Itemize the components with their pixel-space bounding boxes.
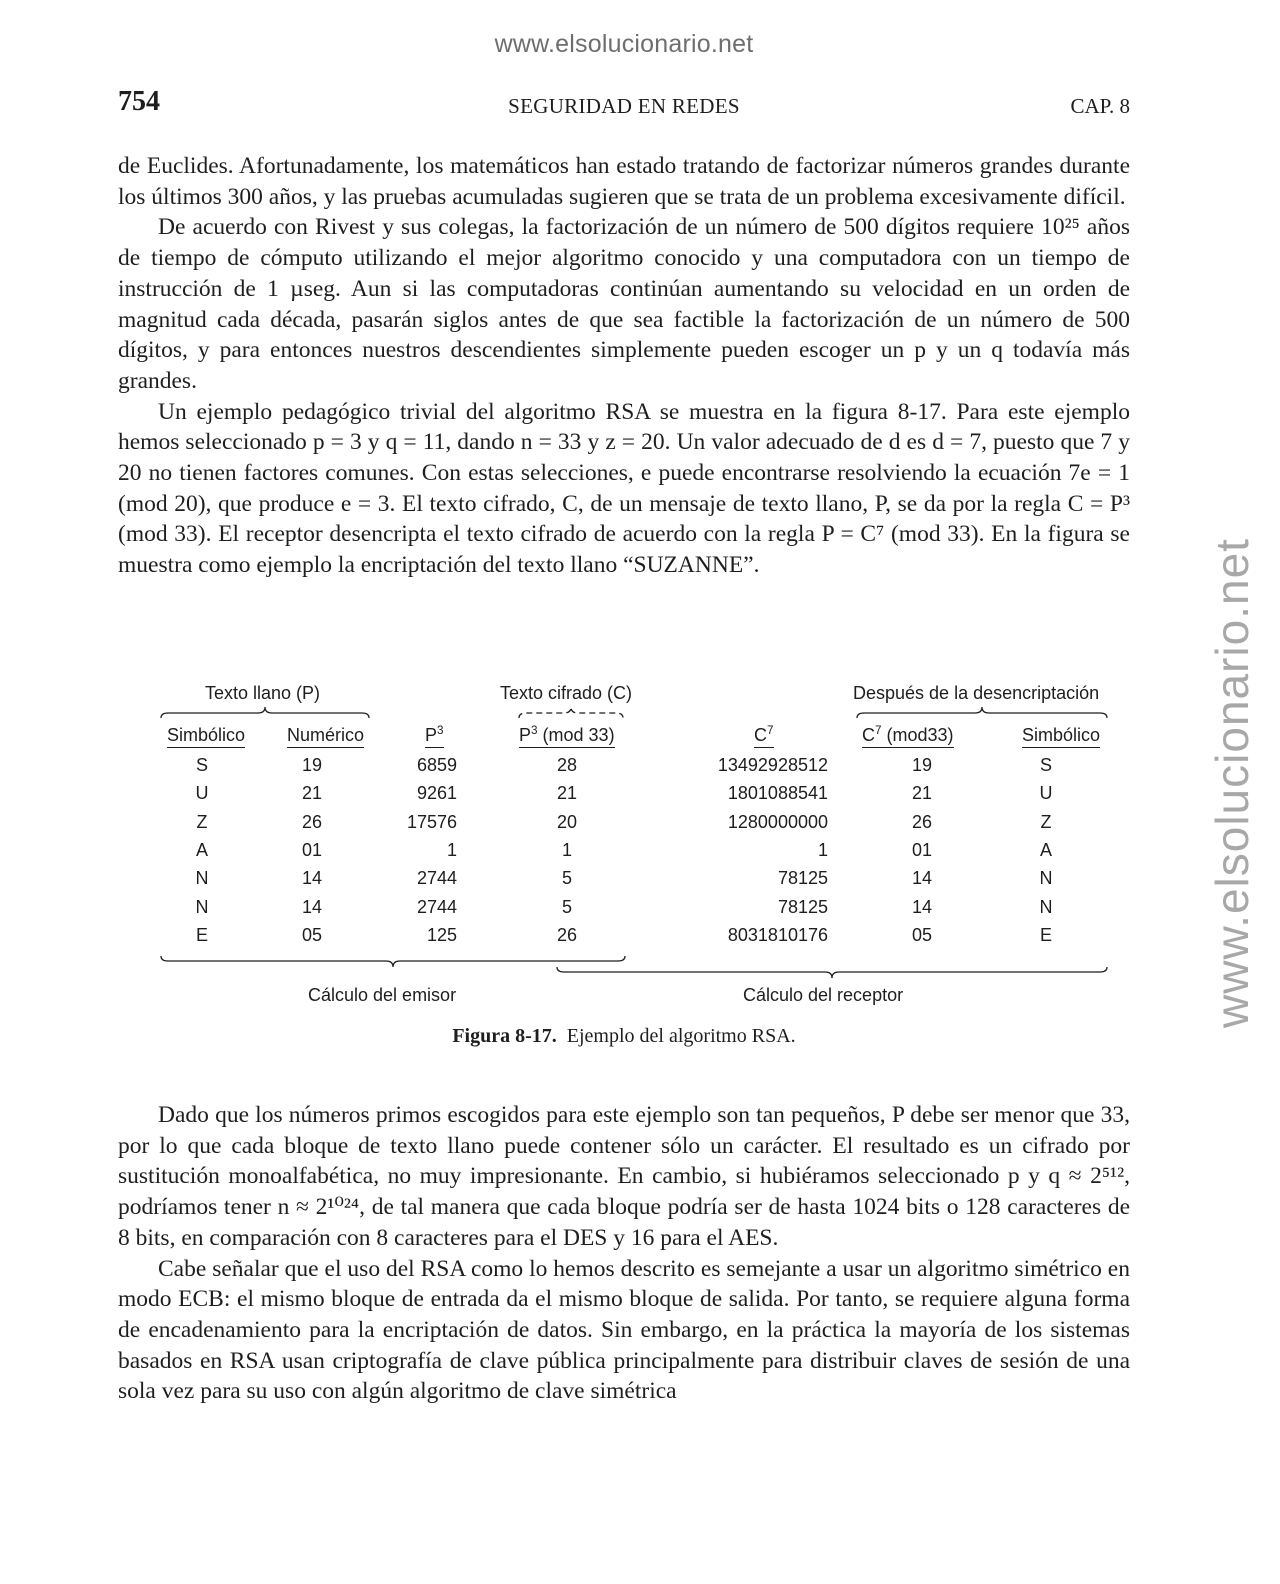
table-cell: 5 <box>561 896 573 917</box>
table-cell: A <box>195 839 209 860</box>
table-cell: 17576 <box>406 811 457 832</box>
table-cell: 01 <box>911 839 933 860</box>
table-cell: 26 <box>911 811 933 832</box>
caption-text: Ejemplo del algoritmo RSA. <box>566 1025 796 1047</box>
table-cell: 26 <box>301 811 323 832</box>
table-cell: 1 <box>446 839 457 860</box>
col-header-numeric: Numérico <box>287 725 364 748</box>
table-cell: 14 <box>301 896 323 917</box>
table-cell: N <box>1039 868 1053 889</box>
table-cell: 14 <box>911 896 933 917</box>
table-cell: 1280000000 <box>727 811 828 832</box>
table-cell: 6859 <box>416 755 457 775</box>
col-header-symbolic-out: Simbólico <box>1022 725 1100 748</box>
table-cell: 05 <box>301 924 323 945</box>
table-cell: 21 <box>911 783 933 804</box>
paragraph: Un ejemplo pedagógico trivial del algoritmo RSA se muestra en la figura 8-17. Para este ejemplo hemos seleccionado p = 3 y q = 11, dando n = 33 y z = 20. Un valor adecuado de d es d = 7, puesto que 7 y 20 no tienen factores comunes. Con estas selecciones, e puede encontrarse resolviendo la ecuación 7e = 1 (mod 20), que produce e = 3. El texto cifrado, C, de un mensaje de texto llano, P, se da por la regla C = P³ (mod 33). El receptor desencripta el texto cifrado de acuerdo con la regla P = C⁷ (mod 33). En la figura se muestra como ejemplo la encriptación del texto llano “SUZANNE”. <box>118 398 1130 579</box>
label-receiver-calculation: Cálculo del receptor <box>743 985 904 1005</box>
table-cell: 13492928512 <box>717 755 828 775</box>
table-cell: Z <box>196 811 208 832</box>
table-cell: E <box>195 924 209 945</box>
col-header-p3-mod33: $P^3$ (mod 33) <box>519 725 615 748</box>
table-cell: N <box>1039 896 1053 917</box>
chapter-reference: CAP. 8 <box>1070 94 1130 118</box>
table-cell: 78125 <box>777 868 828 889</box>
table-cell: 19 <box>301 755 323 775</box>
chapter-title: SEGURIDAD EN REDES <box>508 94 740 118</box>
table-cell: 78125 <box>777 896 828 917</box>
paragraph: De acuerdo con Rivest y sus colegas, la factorización de un número de 500 dígitos requiere 10²⁵ años de tiempo de cómputo utilizando el mejor algoritmo conocido y una computadora con un tiempo de instrucción de 1 µseg. Aun si las computadoras continúan aumentando su velocidad en un orden de magnitud cada década, pasarán siglos antes de que sea factible la factorización de un número de 500 dígitos, y para entonces nuestros descendientes simplemente pueden escoger un p y un q todavía más grandes. <box>118 214 1130 394</box>
col-header-symbolic: Simbólico <box>167 725 245 748</box>
col-header-c7-mod33: $C^7$ (mod33) <box>862 725 954 748</box>
table-cell: Z <box>1040 811 1052 832</box>
table-cell: 28 <box>556 755 578 775</box>
table-cell: 20 <box>556 811 578 832</box>
table-cell: 14 <box>911 868 933 889</box>
table-cell: U <box>1039 783 1053 804</box>
table-cell: 21 <box>556 783 578 804</box>
table-cell: 01 <box>301 839 323 860</box>
figure-caption <box>0 1025 1248 1048</box>
page-number: 754 <box>118 86 160 117</box>
table-cell: 21 <box>301 783 323 804</box>
table-cell: N <box>195 868 209 889</box>
paragraph: Dado que los números primos escogidos para este ejemplo son tan pequeños, P debe ser menor que 33, por lo que cada bloque de texto llano puede contener sólo un carácter. El resultado es un cifrado por sustitución monoalfabética, no muy impresionante. En cambio, si hubiéramos seleccionado p y q ≈ 2⁵¹², podríamos tener n ≈ 2¹⁰²⁴, de tal manera que cada bloque podría ser de hasta 1024 bits o 128 caracteres de 8 bits, en comparación con 8 caracteres para el DES y 16 para el AES. <box>118 1102 1130 1251</box>
table-cell: 1 <box>817 839 828 860</box>
table-cell: U <box>195 783 209 804</box>
table-cell: 19 <box>911 755 933 775</box>
table-cell: 5 <box>561 868 573 889</box>
table-cell: S <box>195 755 209 775</box>
table-cell: E <box>1039 924 1053 945</box>
group-label-decrypted: Después de la desencriptación <box>853 683 1100 703</box>
brace-plaintext <box>160 706 370 720</box>
paragraph: de Euclides. Afortunadamente, los matemáticos han estado tratando de factorizar números grandes durante los últimos 300 años, y las pruebas acumuladas sugieren que se trata de un problema excesivamente difícil. <box>118 153 1130 210</box>
table-cell: 125 <box>426 924 457 945</box>
brace-receiver <box>556 966 1108 980</box>
table-cell: 2744 <box>416 868 457 889</box>
group-label-ciphertext: Texto cifrado (C) <box>500 683 633 703</box>
table-cell: 1801088541 <box>727 783 828 804</box>
label-sender-calculation: Cálculo del emisor <box>308 985 457 1005</box>
table-cell: 2744 <box>416 896 457 917</box>
table-cell: 05 <box>911 924 933 945</box>
table-cell: 14 <box>301 868 323 889</box>
table-cell: S <box>1039 755 1053 775</box>
caption-label: Figura 8-17. <box>452 1025 557 1047</box>
brace-decrypted <box>856 706 1108 720</box>
col-header-c7: $C^7$ <box>754 725 774 748</box>
running-head <box>118 86 1130 126</box>
table-cell: 26 <box>556 924 578 945</box>
watermark-side-text: www.elsolucionario.net <box>1206 538 1258 1028</box>
table-cell: 8031810176 <box>727 924 828 945</box>
table-cell: A <box>1039 839 1053 860</box>
body-text-bottom <box>118 1100 1130 1407</box>
paragraph: Cabe señalar que el uso del RSA como lo hemos descrito es semejante a usar un algoritmo simétrico en modo ECB: el mismo bloque de entrada da el mismo bloque de salida. Por tanto, se requiere alguna forma de encadenamiento para la encriptación de datos. Sin embargo, en la práctica la mayoría de los sistemas basados en RSA usan criptografía de clave pública principalmente para distribuir claves de sesión de una sola vez para su uso con algún algoritmo de clave simétrica <box>118 1255 1130 1405</box>
table-cell: N <box>195 896 209 917</box>
body-text-top <box>118 151 1130 581</box>
brace-ciphertext <box>518 706 624 720</box>
group-label-plaintext: Texto llano (P) <box>205 683 321 703</box>
watermark-top: www.elsolucionario.net <box>494 30 754 58</box>
table-cell: 9261 <box>416 783 457 804</box>
table-cell: 1 <box>561 839 573 860</box>
col-header-p3: $P^3$ <box>425 725 444 748</box>
